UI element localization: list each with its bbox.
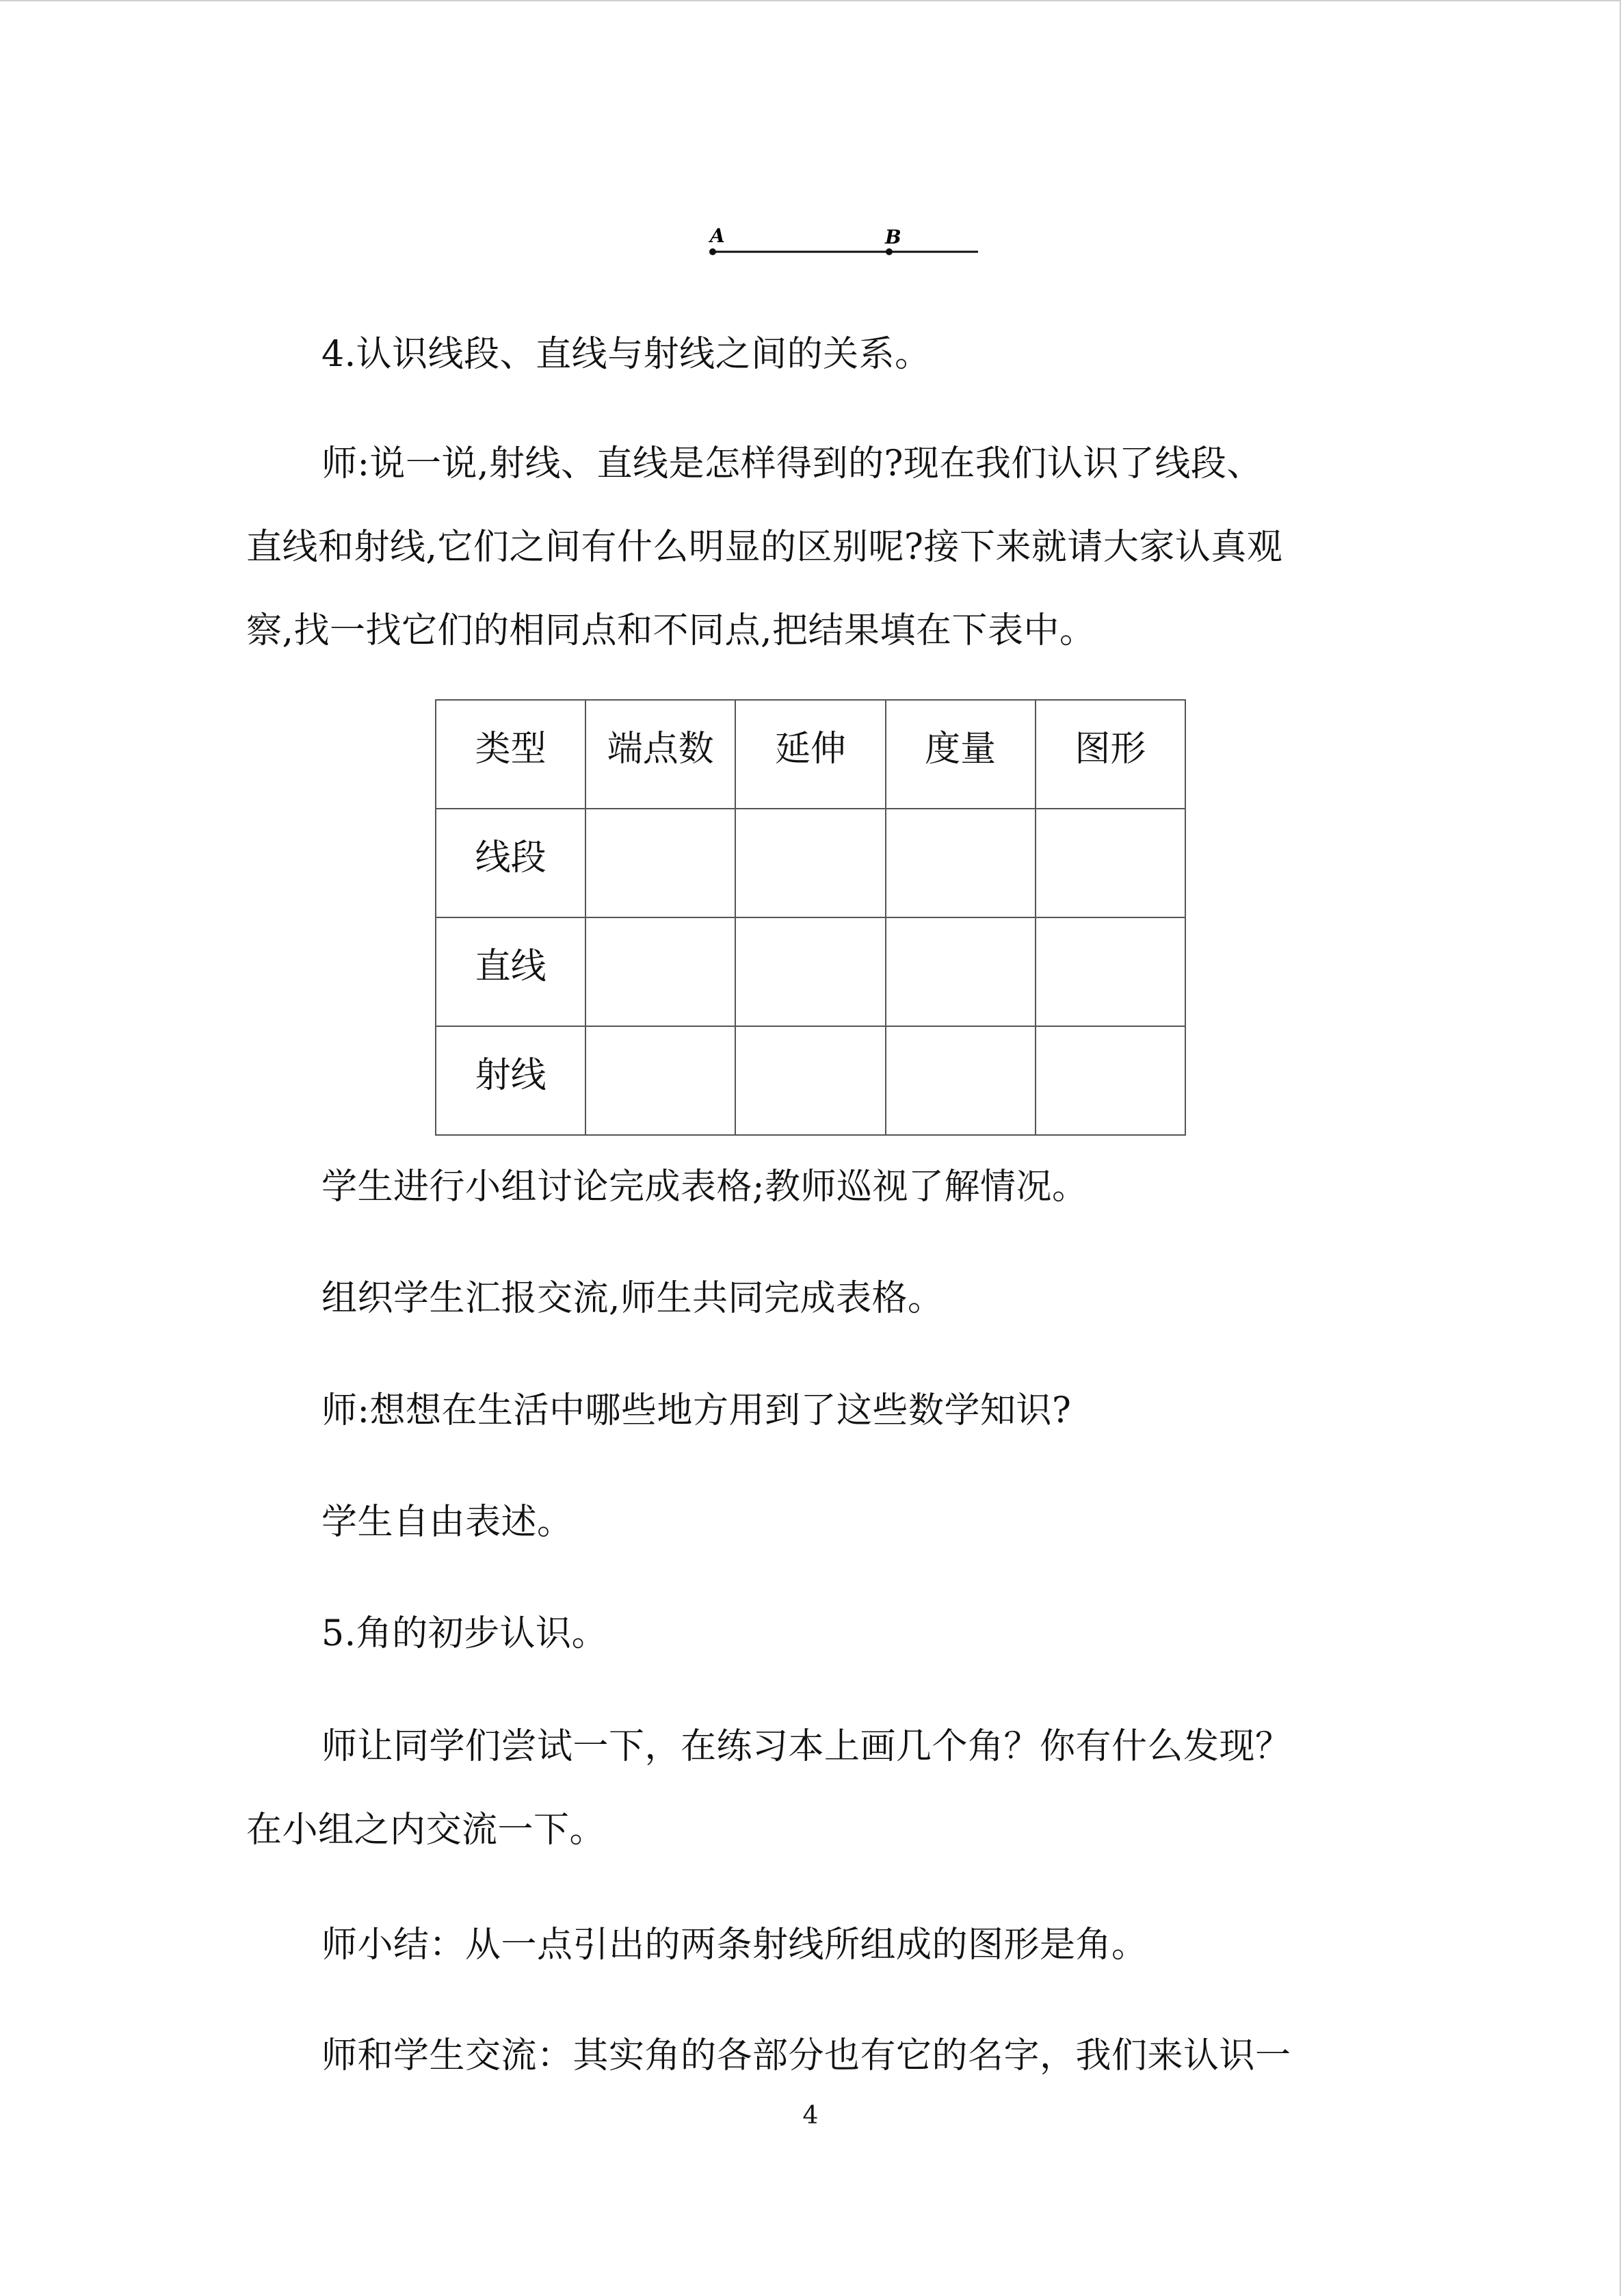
table-row-label: 射线	[436, 1026, 585, 1135]
table-row	[436, 1026, 1185, 1135]
table-cell	[585, 1026, 735, 1135]
table-header-cell: 度量	[886, 700, 1036, 809]
point-b-label: B	[885, 226, 901, 248]
page-number: 4	[802, 2102, 819, 2130]
table-cell	[1036, 1026, 1185, 1135]
paragraph-teacher-life-question: 师:想想在生活中哪些地方用到了这些数学知识?	[321, 1390, 1072, 1431]
point-a-dot	[709, 248, 716, 255]
table-header-cell: 类型	[436, 700, 585, 809]
paragraph-draw-angles-line-2: 在小组之内交流一下。	[246, 1810, 606, 1851]
point-b-dot	[886, 248, 893, 255]
paragraph-angle-parts: 师和学生交流：其实角的各部分也有它的名字，我们来认识一	[321, 2035, 1291, 2076]
table-cell	[886, 917, 1036, 1026]
paragraph-students-express: 学生自由表述。	[321, 1502, 573, 1543]
table-row	[436, 809, 1185, 917]
paragraph-teacher-summary: 师小结：从一点引出的两条射线所组成的图形是角。	[321, 1925, 1148, 1966]
table-row-label: 直线	[436, 917, 585, 1026]
table-cell	[735, 1026, 885, 1135]
table-cell	[735, 917, 885, 1026]
table-cell	[886, 809, 1036, 917]
table-cell	[735, 809, 885, 917]
paragraph-group-discussion: 学生进行小组讨论完成表格;教师巡视了解情况。	[321, 1166, 1088, 1208]
table-header-cell: 图形	[1036, 700, 1185, 809]
paragraph-section-4-title: 4.认识线段、直线与射线之间的关系。	[321, 334, 931, 375]
table-cell	[886, 1026, 1036, 1135]
paragraph-teacher-question-line-3: 察,找一找它们的相同点和不同点,把结果填在下表中。	[246, 610, 1096, 651]
comparison-table	[435, 699, 1186, 1136]
paragraph-teacher-question-line-1: 师:说一说,射线、直线是怎样得到的?现在我们认识了线段、	[321, 443, 1263, 484]
table-cell	[585, 809, 735, 917]
table-cell	[1036, 809, 1185, 917]
table-header-row	[436, 700, 1185, 809]
table-row	[436, 917, 1185, 1026]
paragraph-report-exchange: 组织学生汇报交流,师生共同完成表格。	[321, 1278, 944, 1319]
paragraph-teacher-question-line-2: 直线和射线,它们之间有什么明显的区别呢?接下来就请大家认真观	[246, 527, 1283, 568]
table-row-label: 线段	[436, 809, 585, 917]
table-header-cell: 端点数	[585, 700, 735, 809]
line-figure-svg	[704, 219, 992, 260]
table-header-cell: 延伸	[735, 700, 885, 809]
line-figure	[704, 219, 992, 260]
paragraph-section-5-title: 5.角的初步认识。	[321, 1613, 608, 1654]
paragraph-draw-angles-line-1: 师让同学们尝试一下，在练习本上画几个角？你有什么发现？	[321, 1726, 1291, 1767]
point-a-label: A	[710, 224, 725, 247]
table-cell	[585, 917, 735, 1026]
table-cell	[1036, 917, 1185, 1026]
